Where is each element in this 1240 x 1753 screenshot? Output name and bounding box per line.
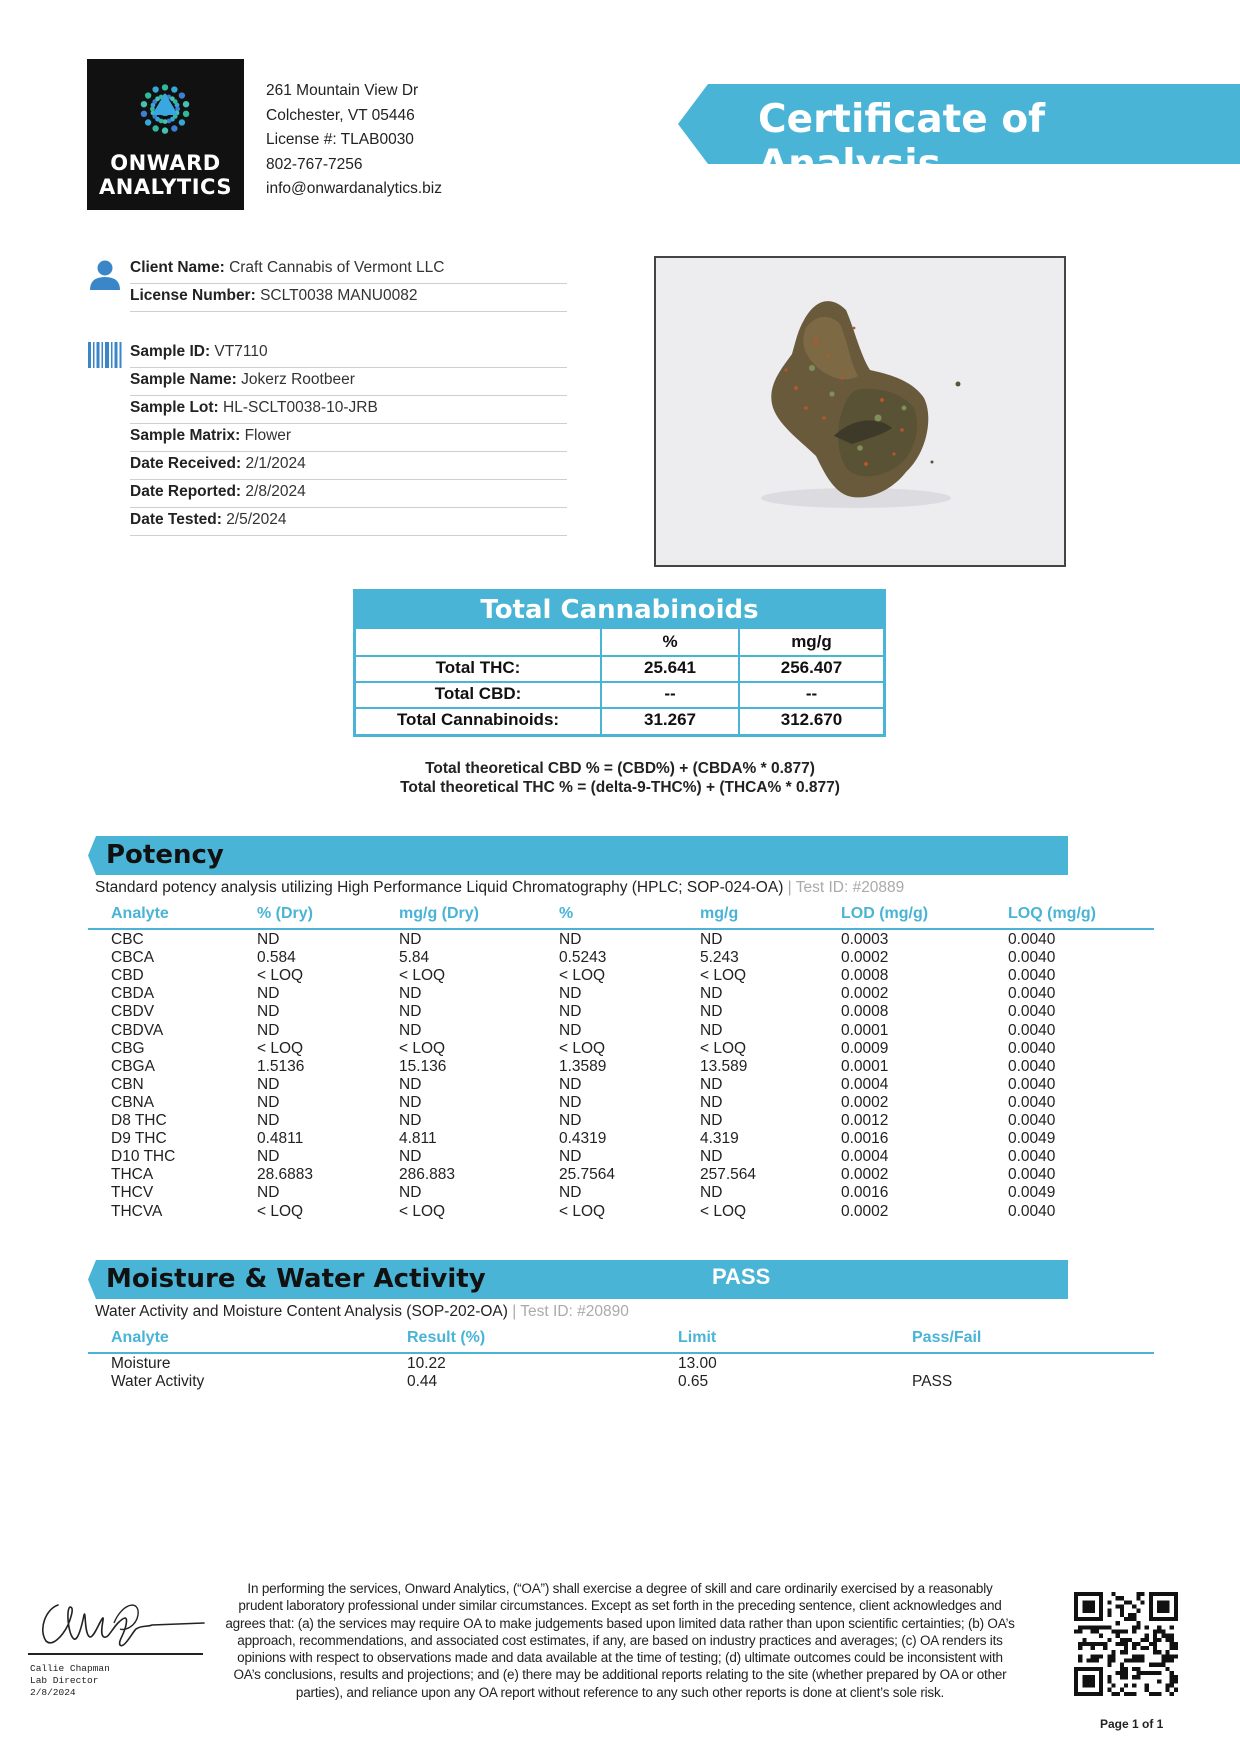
table-cell: CBNA — [111, 1093, 155, 1111]
table-cell: < LOQ — [399, 1202, 446, 1220]
table-cell: CBDA — [111, 985, 155, 1003]
table-cell: ND — [257, 1021, 280, 1039]
table-cell: 13.589 — [700, 1057, 748, 1075]
table-cell: 5.84 — [399, 949, 430, 967]
table-cell: 0.0040 — [1008, 1093, 1056, 1111]
table-row — [88, 1148, 1154, 1166]
table-cell: ND — [257, 1184, 280, 1202]
total-cannabinoids-table — [353, 589, 886, 737]
table-cell: 4.319 — [700, 1130, 739, 1148]
table-cell: CBCA — [111, 949, 155, 967]
table-cell: D9 THC — [111, 1130, 167, 1148]
table-cell: CBN — [111, 1075, 144, 1093]
potency-title: Potency — [106, 840, 224, 870]
table-cell: 0.0004 — [841, 1148, 889, 1166]
table-cell: ND — [257, 1075, 280, 1093]
table-cell: 0.65 — [678, 1373, 709, 1391]
table-row — [88, 1040, 1154, 1058]
table-cell: ND — [399, 1148, 422, 1166]
table-cell: 0.0049 — [1008, 1130, 1056, 1148]
signature-image — [28, 1585, 208, 1655]
table-cell: THCA — [111, 1166, 154, 1184]
table-cell: 4.811 — [399, 1130, 437, 1148]
table-cell: 286.883 — [399, 1166, 456, 1184]
potency-column-header: mg/g — [700, 905, 739, 922]
table-cell: ND — [399, 1112, 422, 1129]
table-cell: ND — [399, 985, 422, 1003]
moisture-table-header — [88, 1328, 1154, 1354]
signer-title: Lab Director — [30, 1675, 99, 1686]
barcode-icon — [88, 342, 122, 368]
table-cell: D10 THC — [111, 1148, 176, 1166]
potency-column-header: % (Dry) — [257, 905, 314, 922]
sample-info-label: Date Tested: — [130, 511, 222, 528]
table-cell: 0.0040 — [1008, 931, 1056, 948]
table-row — [88, 1184, 1154, 1202]
signature-line — [28, 1653, 203, 1655]
table-row — [88, 1058, 1154, 1076]
address-line: 802-767-7256 — [266, 155, 363, 173]
logo-dot-icon — [125, 69, 205, 149]
table-cell: ND — [700, 985, 723, 1003]
table-cell: Moisture — [111, 1355, 171, 1372]
moisture-section-bar — [88, 1260, 1068, 1299]
address-email: info@onwardanalytics.biz — [266, 180, 442, 197]
tc-row-label: Total CBD: — [434, 684, 522, 703]
table-cell: 0.0040 — [1008, 1021, 1056, 1039]
table-cell: < LOQ — [700, 967, 747, 985]
moisture-method: Water Activity and Moisture Content Analysis (SOP-202-OA) — [95, 1303, 508, 1320]
sample-info-value: Jokerz Rootbeer — [241, 371, 355, 388]
table-cell: < LOQ — [257, 967, 304, 985]
table-cell: ND — [559, 1184, 582, 1202]
table-cell: CBDV — [111, 1003, 155, 1021]
table-cell: 0.5243 — [559, 949, 607, 967]
table-cell: < LOQ — [399, 1039, 446, 1057]
page-number: Page 1 of 1 — [1100, 1717, 1164, 1731]
table-cell: CBGA — [111, 1057, 155, 1075]
table-cell: 0.0040 — [1008, 949, 1056, 967]
sample-info-row — [130, 424, 567, 452]
tc-col-mg: mg/g — [791, 632, 832, 651]
sample-info-value: Flower — [244, 427, 292, 444]
table-cell: Water Activity — [111, 1373, 205, 1391]
table-cell: CBC — [111, 931, 144, 948]
table-cell: ND — [700, 1093, 723, 1111]
tc-col-percent: % — [662, 632, 678, 651]
potency-column-header: mg/g (Dry) — [399, 905, 479, 922]
table-cell: D8 THC — [111, 1112, 167, 1129]
document-title: Certificate of Analysis — [758, 97, 1046, 187]
table-row — [88, 1094, 1154, 1112]
table-cell: 0.0008 — [841, 967, 889, 985]
moisture-column-header: Pass/Fail — [912, 1329, 982, 1346]
table-cell: 0.584 — [257, 949, 296, 967]
license-number-row — [130, 284, 567, 312]
license-number-label: License Number: — [130, 287, 256, 304]
formula-thc: Total theoretical THC % = (delta-9-THC%) + (THCA% * 0.877) — [400, 779, 840, 796]
logo-name-line1: ONWARD — [110, 151, 221, 175]
sample-info-value: 2/8/2024 — [245, 483, 306, 500]
sample-info-row — [130, 480, 567, 508]
sample-info-value: VT7110 — [214, 343, 268, 360]
signer-block — [30, 1663, 110, 1699]
signer-name: Callie Chapman — [30, 1663, 110, 1674]
potency-table-header — [88, 904, 1154, 930]
table-cell: 0.0012 — [841, 1112, 889, 1129]
table-cell: < LOQ — [399, 967, 446, 985]
table-cell: 13.00 — [678, 1355, 717, 1372]
moisture-status-badge: PASS — [712, 1264, 771, 1289]
potency-column-header: Analyte — [111, 905, 169, 922]
sample-photo — [654, 256, 1066, 567]
total-cannabinoids-title: Total Cannabinoids — [356, 592, 883, 629]
table-row — [88, 949, 1154, 967]
table-cell: 0.0040 — [1008, 1075, 1056, 1093]
disclaimer-text: In performing the services, Onward Analytics, (“OA”) shall exercise a degree of skill and care ordinarily exercised by a reasonably prudent laboratory professional under similar circumstances. Except as set forth in the preceding sentence, client acknowledges and agrees that: (a) the services may require OA to make judgements based upon limited data rather than upon scientific certainties; (b) OA’s approach, recommendations, and associated cost estimates, if any, are based on industry practices and averages; (c) OA renders its opinions with respect to observations made and data available at the time of testing; (d) ultimate outcomes could be inconsistent with OA’s conclusions, results and projections; and (e) there may be additional reports relating to the site (whether prepared by OA or other parties), and reliance upon any OA report without reference to any such other reports is done at client’s sole risk. — [225, 1581, 1015, 1700]
table-cell: 28.6883 — [257, 1166, 314, 1184]
table-cell: 0.0002 — [841, 1166, 889, 1184]
table-cell: ND — [559, 931, 582, 948]
sample-info-row — [130, 396, 567, 424]
sample-info-value: 2/1/2024 — [245, 455, 306, 472]
table-cell: ND — [700, 1184, 723, 1202]
table-cell: 0.4319 — [559, 1130, 607, 1148]
sample-info-label: Sample Matrix: — [130, 427, 241, 444]
table-cell: 257.564 — [700, 1166, 757, 1184]
client-name-row — [130, 256, 567, 284]
flower-image — [656, 258, 1060, 561]
sample-info-row — [130, 452, 567, 480]
table-row — [88, 931, 1154, 949]
table-cell: ND — [257, 1112, 280, 1129]
table-cell: 0.0008 — [841, 1003, 889, 1021]
sample-info-label: Sample Lot: — [130, 399, 219, 416]
tc-row-mg: -- — [805, 684, 818, 703]
moisture-title: Moisture & Water Activity — [106, 1264, 486, 1294]
table-cell: 0.0016 — [841, 1184, 889, 1202]
table-row — [88, 1022, 1154, 1040]
table-cell: ND — [399, 931, 422, 948]
table-cell: ND — [257, 985, 280, 1003]
table-cell: < LOQ — [559, 967, 606, 985]
address-line: 261 Mountain View Dr — [266, 82, 419, 99]
tc-row-pct: 25.641 — [644, 658, 696, 677]
lab-address — [266, 79, 442, 202]
tc-row-pct: -- — [664, 684, 676, 703]
sample-info-label: Date Reported: — [130, 483, 242, 500]
table-cell: 0.0004 — [841, 1075, 889, 1093]
sample-info-label: Sample Name: — [130, 371, 237, 388]
potency-column-header: LOD (mg/g) — [841, 905, 929, 922]
potency-description — [95, 879, 904, 897]
table-cell: 5.243 — [700, 949, 739, 967]
table-cell: < LOQ — [257, 1039, 304, 1057]
table-cell: 0.0040 — [1008, 1057, 1056, 1075]
client-name-value: Craft Cannabis of Vermont LLC — [229, 259, 445, 276]
table-row — [88, 1355, 1154, 1373]
potency-method: Standard potency analysis utilizing High Performance Liquid Chromatography (HPLC; SOP-024-OA) — [95, 879, 784, 896]
table-cell: ND — [257, 1148, 280, 1166]
table-cell: THCV — [111, 1184, 154, 1202]
table-cell: 0.0001 — [841, 1057, 889, 1075]
tc-row-label: Total Cannabinoids: — [396, 710, 560, 729]
table-cell: 0.0040 — [1008, 1003, 1056, 1021]
table-cell: 0.0009 — [841, 1039, 889, 1057]
moisture-column-header: Limit — [678, 1329, 717, 1346]
table-cell: ND — [257, 931, 280, 948]
table-row — [88, 1203, 1154, 1221]
table-cell: 1.3589 — [559, 1057, 607, 1075]
address-line: License #: TLAB0030 — [266, 131, 414, 148]
table-cell: 0.0040 — [1008, 1202, 1056, 1220]
table-row — [88, 1003, 1154, 1021]
table-cell: 0.0002 — [841, 1202, 889, 1220]
table-cell: ND — [559, 1021, 582, 1039]
table-cell: 0.0040 — [1008, 1166, 1056, 1184]
table-cell: 0.0002 — [841, 985, 889, 1003]
potency-section-bar — [88, 836, 1068, 875]
table-cell: ND — [559, 985, 582, 1003]
logo-name-line2: ANALYTICS — [99, 175, 232, 199]
table-row — [88, 967, 1154, 985]
table-cell: 1.5136 — [257, 1057, 305, 1075]
table-cell: ND — [399, 1093, 422, 1111]
table-cell: 0.0040 — [1008, 1148, 1056, 1166]
table-cell: ND — [559, 1003, 582, 1021]
table-cell: < LOQ — [700, 1039, 747, 1057]
table-cell: ND — [700, 1021, 723, 1039]
table-cell: ND — [700, 1075, 723, 1093]
table-row — [88, 1166, 1154, 1184]
table-cell: ND — [559, 1148, 582, 1166]
address-line: Colchester, VT 05446 — [266, 106, 415, 124]
table-cell: THCVA — [111, 1202, 163, 1220]
sample-info-value: HL-SCLT0038-10-JRB — [223, 399, 378, 416]
tc-row-mg: 312.670 — [780, 710, 843, 729]
tc-row-label: Total THC: — [435, 658, 521, 677]
moisture-column-header: Result (%) — [407, 1329, 486, 1346]
sample-info-label: Date Received: — [130, 455, 242, 472]
sample-info-row — [130, 340, 567, 368]
potency-column-header: LOQ (mg/g) — [1008, 905, 1096, 922]
table-cell: 0.0040 — [1008, 1039, 1056, 1057]
table-cell: < LOQ — [559, 1202, 606, 1220]
table-cell: 15.136 — [399, 1057, 447, 1075]
table-cell: 0.0002 — [841, 1093, 889, 1111]
table-cell: ND — [399, 1003, 422, 1021]
table-cell: 0.0016 — [841, 1130, 889, 1148]
table-cell: 0.0002 — [841, 949, 889, 967]
sample-info-row — [130, 368, 567, 396]
table-cell: ND — [700, 1148, 723, 1166]
table-row — [88, 1112, 1154, 1130]
table-cell: ND — [399, 1075, 422, 1093]
table-cell: 0.4811 — [257, 1130, 304, 1148]
table-cell: ND — [559, 1093, 582, 1111]
table-cell: 0.44 — [407, 1373, 438, 1391]
formula-cbd: Total theoretical CBD % = (CBD%) + (CBDA% * 0.877) — [425, 760, 815, 777]
table-cell: 0.0040 — [1008, 985, 1056, 1003]
table-cell: PASS — [912, 1373, 953, 1391]
table-cell: 0.0049 — [1008, 1184, 1056, 1202]
sample-info-row — [130, 508, 567, 536]
moisture-test-id: | Test ID: #20890 — [512, 1303, 629, 1320]
table-cell: ND — [559, 1112, 582, 1129]
license-number-value: SCLT0038 MANU0082 — [260, 287, 418, 304]
signer-date: 2/8/2024 — [30, 1687, 76, 1698]
table-cell: 25.7564 — [559, 1166, 616, 1184]
client-name-label: Client Name: — [130, 259, 225, 276]
table-cell: CBD — [111, 967, 144, 985]
table-cell: 0.0003 — [841, 931, 889, 948]
table-cell: 10.22 — [407, 1355, 446, 1372]
table-cell: CBG — [111, 1039, 145, 1057]
coa-banner — [678, 84, 1240, 187]
table-cell: < LOQ — [559, 1039, 606, 1057]
table-cell: 0.0040 — [1008, 967, 1056, 985]
tc-row-mg: 256.407 — [780, 658, 843, 677]
table-cell: 0.0001 — [841, 1021, 889, 1039]
table-cell: < LOQ — [700, 1202, 747, 1220]
sample-info-label: Sample ID: — [130, 343, 211, 360]
moisture-column-header: Analyte — [111, 1329, 169, 1346]
moisture-description — [95, 1303, 629, 1321]
table-cell: ND — [399, 1021, 422, 1039]
tc-row-pct: 31.267 — [644, 710, 696, 729]
potency-test-id: | Test ID: #20889 — [787, 879, 905, 896]
table-row — [88, 1373, 1154, 1391]
table-cell: ND — [700, 931, 723, 948]
table-row — [88, 985, 1154, 1003]
lab-logo — [87, 59, 244, 210]
sample-info-value: 2/5/2024 — [226, 511, 287, 528]
table-cell: ND — [257, 1093, 280, 1111]
formula-notes — [330, 759, 910, 797]
table-row — [88, 1076, 1154, 1094]
qr-code-icon[interactable] — [1074, 1592, 1178, 1696]
table-row — [88, 1130, 1154, 1148]
table-cell: 0.0040 — [1008, 1112, 1056, 1129]
table-cell: ND — [399, 1184, 422, 1202]
potency-column-header: % — [559, 905, 574, 922]
table-cell: ND — [700, 1003, 723, 1021]
table-cell: CBDVA — [111, 1021, 164, 1039]
table-cell: ND — [559, 1075, 582, 1093]
table-cell: ND — [257, 1003, 280, 1021]
table-cell: ND — [700, 1112, 723, 1129]
person-icon — [88, 258, 122, 292]
table-cell: < LOQ — [257, 1202, 304, 1220]
